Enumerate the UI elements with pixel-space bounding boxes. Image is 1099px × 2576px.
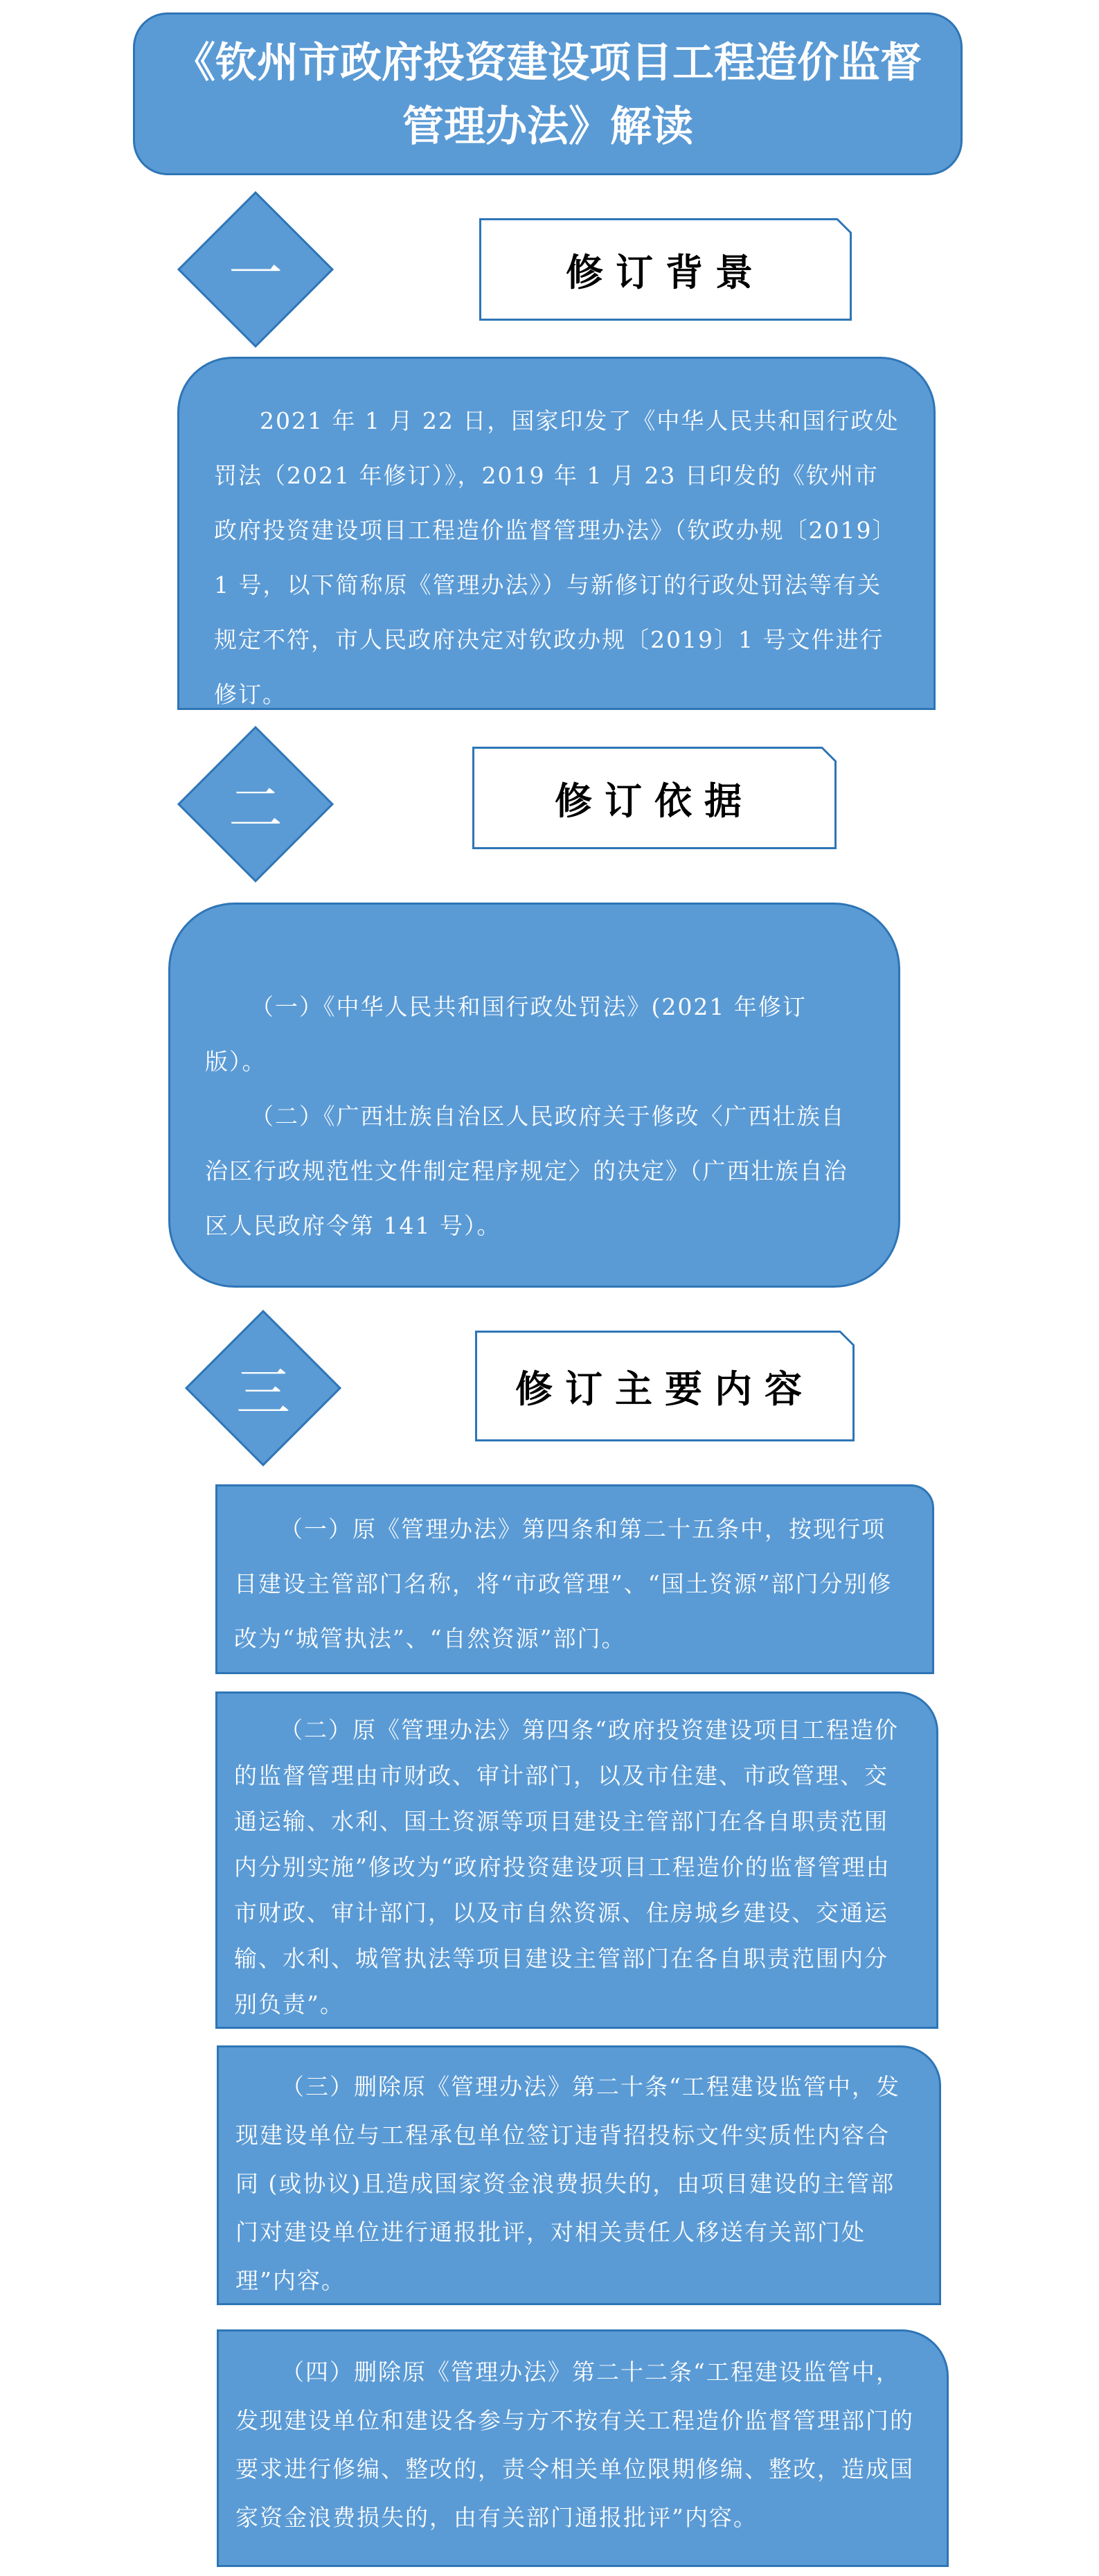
section-2-number-diamond <box>177 726 334 882</box>
section-2-basis-2: （二）《广西壮族自治区人民政府关于修改〈广西壮族自治区行政规范性文件制定程序规定〉的决定》（广西壮族自治区人民政府令第 141 号）。 <box>205 1103 848 1239</box>
revision-item-2 <box>215 1691 938 2029</box>
section-1-body <box>177 357 936 710</box>
section-3-number-diamond <box>185 1310 341 1466</box>
section-1-number-diamond <box>177 191 334 348</box>
section-2-heading <box>472 747 837 849</box>
revision-item-1-text: （一）原《管理办法》第四条和第二十五条中，按现行项目建设主管部门名称，将“市政管理”、“国土资源”部门分别修改为“城管执法”、“自然资源”部门。 <box>234 1516 893 1652</box>
section-1-heading-text: 修订背景 <box>566 249 765 294</box>
title-line-1: 《钦州市政府投资建设项目工程造价监督 <box>174 39 922 87</box>
revision-item-1 <box>215 1484 934 1674</box>
section-3-heading-text: 修订主要内容 <box>515 1366 814 1411</box>
section-3-number: 三 <box>235 1362 290 1424</box>
section-2-basis-1: （一）《中华人民共和国行政处罚法》(2021 年修订版）。 <box>205 993 807 1075</box>
title-line-2: 管理办法》解读 <box>402 103 693 151</box>
section-2-body <box>168 903 900 1288</box>
section-2-heading-text: 修订依据 <box>555 778 754 823</box>
document-title <box>133 12 963 175</box>
revision-item-4-text: （四）删除原《管理办法》第二十二条“工程建设监管中，发现建设单位和建设各参与方不按有关工程造价监督管理部门的要求进行修编、整改的，责令相关单位限期修编、整改，造成国家资金浪费损失的，由有关部门通报批评”内容。 <box>235 2359 914 2531</box>
revision-item-2-text: （二）原《管理办法》第四条“政府投资建设项目工程造价的监督管理由市财政、审计部门，以及市住建、市政管理、交通运输、水利、国土资源等项目建设主管部门在各自职责范围内分别实施”修改为“政府投资建设项目工程造价的监督管理由市财政、审计部门，以及市自然资源、住房城乡建设、交通运输、水利、城管执法等项目建设主管部门在各自职责范围内分别负责”。 <box>234 1716 899 2018</box>
revision-item-4 <box>217 2329 949 2567</box>
section-1-paragraph: 2021 年 1 月 22 日，国家印发了《中华人民共和国行政处罚法（2021 年修订）》，2019 年 1 月 23 日印发的《钦州市政府投资建设项目工程造价监督管理办法》（钦政办规〔2019〕1 号，以下简称原《管理办法》）与新修订的行政处罚法等有关规定不符，市人民政府决定对钦政办规〔2019〕1 号文件进行修订。 <box>214 407 900 708</box>
revision-item-3-text: （三）删除原《管理办法》第二十条“工程建设监管中，发现建设单位与工程承包单位签订违背招投标文件实质性内容合同 (或协议)且造成国家资金浪费损失的，由项目建设的主管部门对建设单位进行通报批评，对相关责任人移送有关部门处理”内容。 <box>235 2073 900 2294</box>
section-2-number: 二 <box>228 778 283 840</box>
section-3-heading <box>475 1331 855 1441</box>
section-1-number: 一 <box>228 243 283 305</box>
section-1-heading <box>479 218 852 321</box>
revision-item-3 <box>217 2045 941 2305</box>
